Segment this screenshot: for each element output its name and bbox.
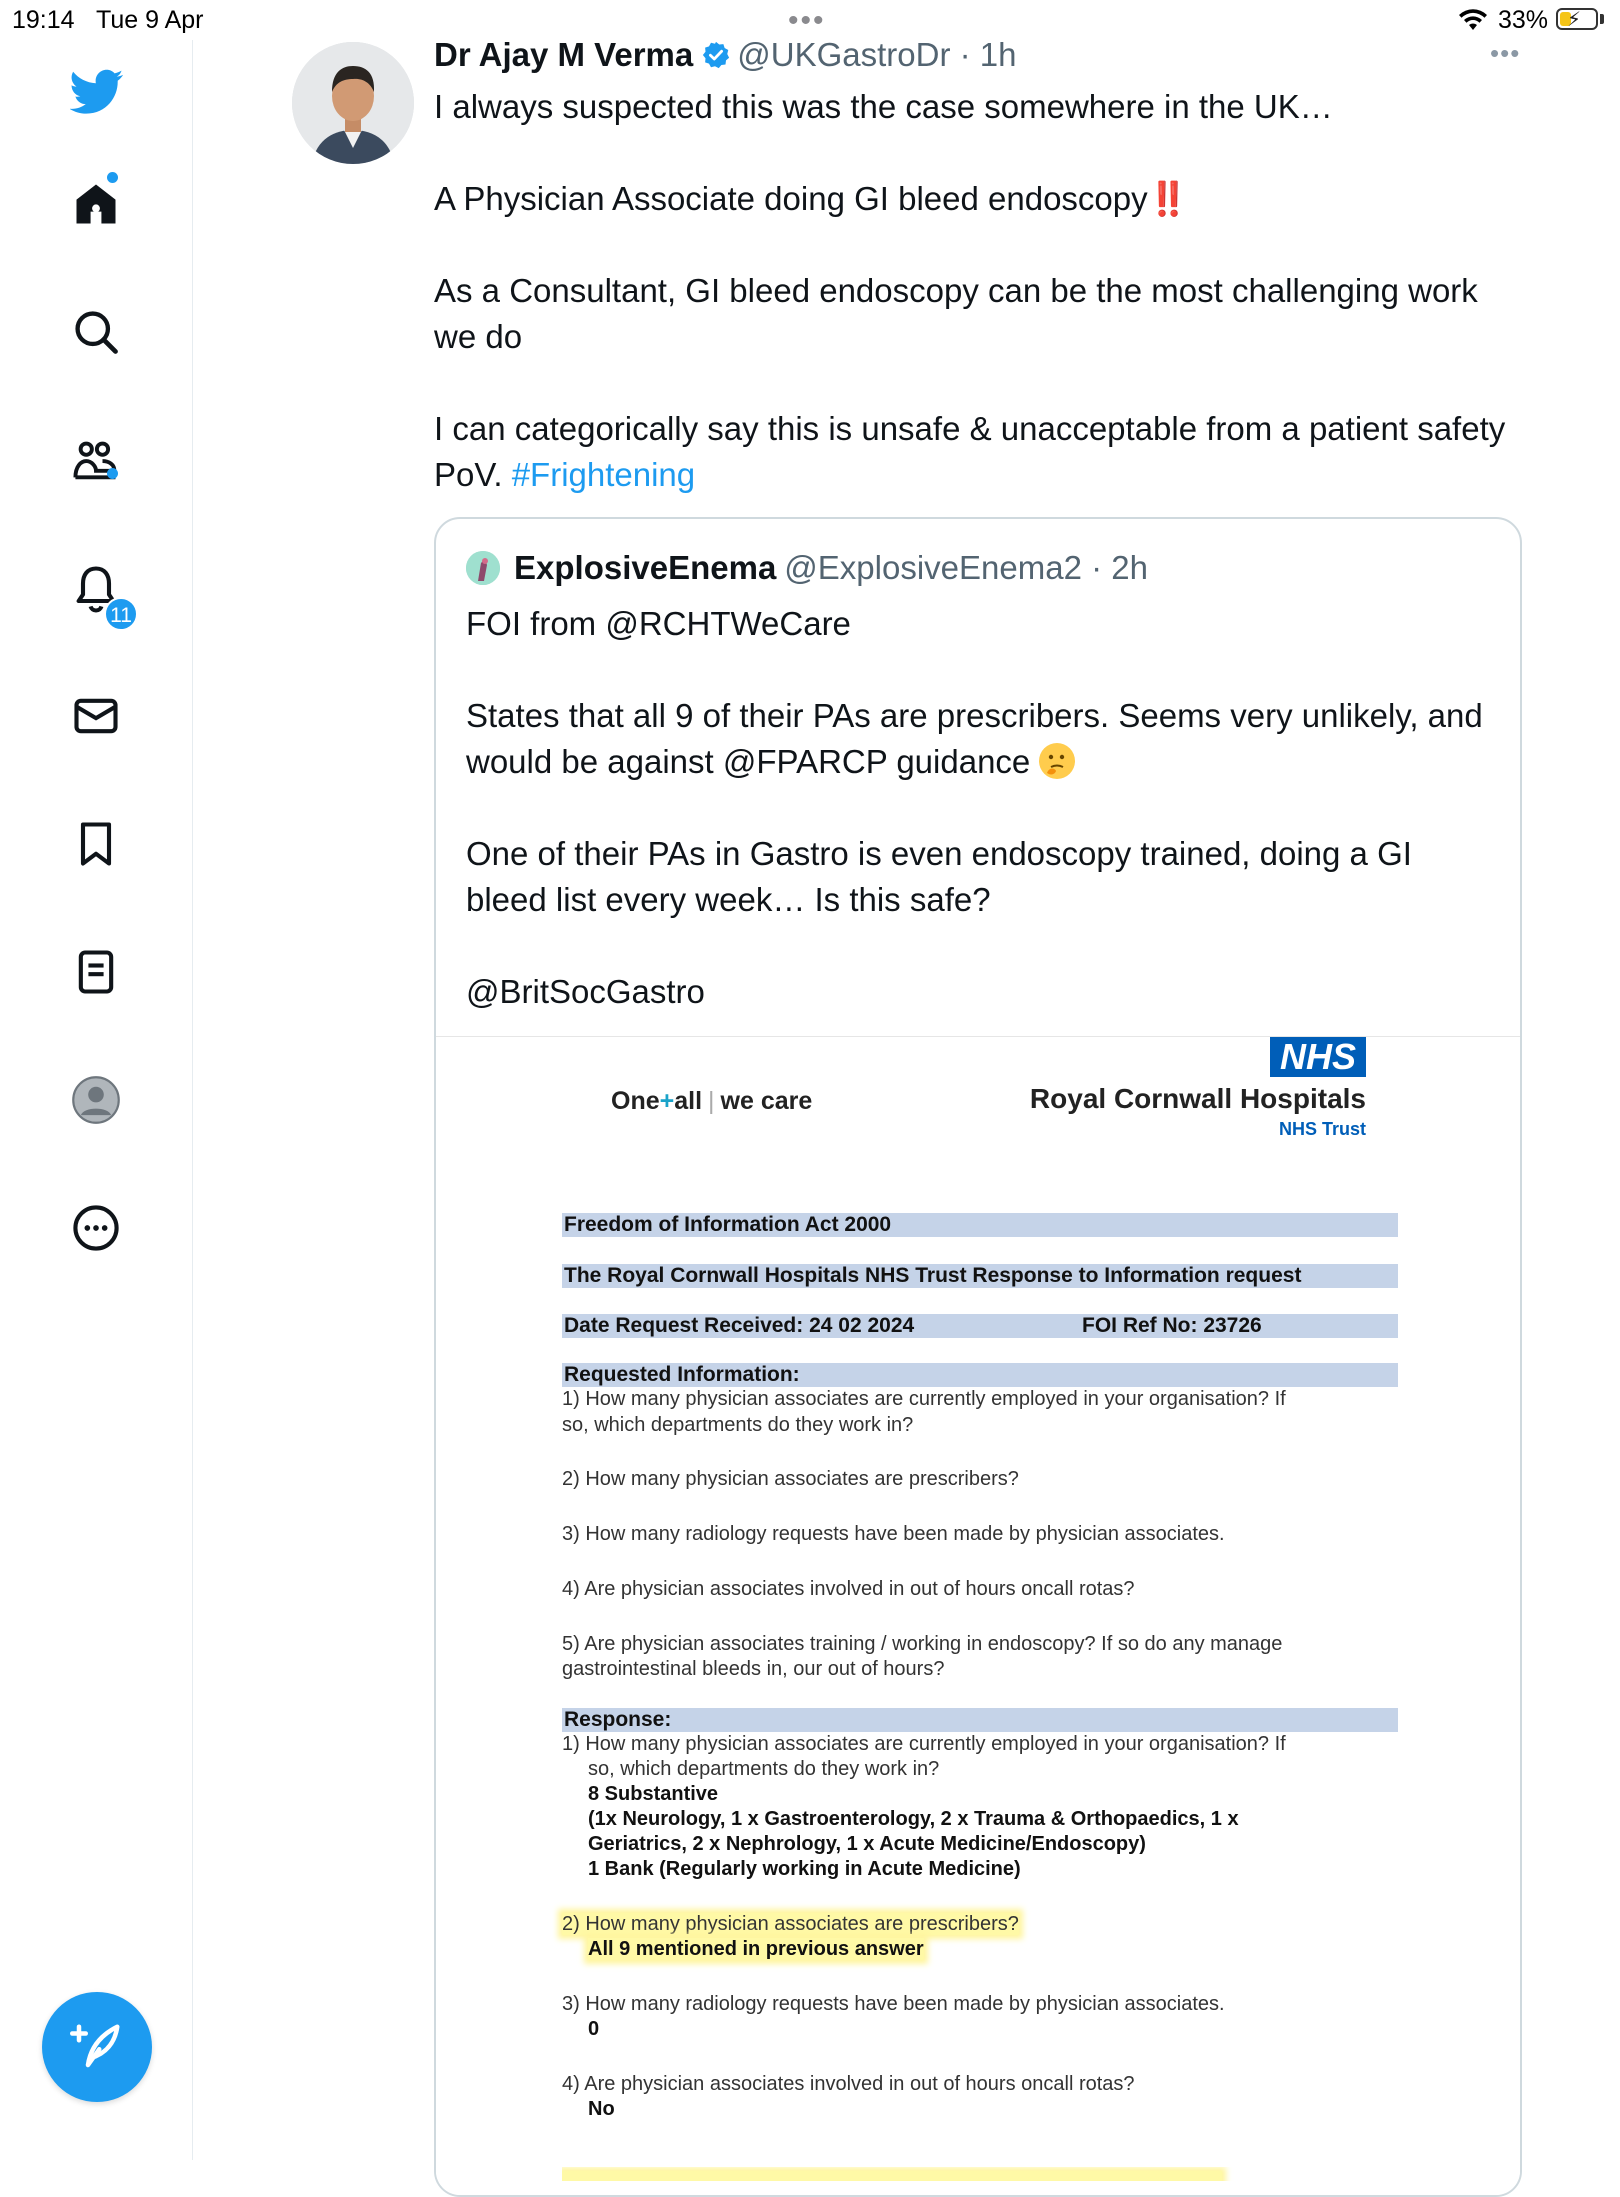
- quoted-author-handle[interactable]: @ExplosiveEnema2: [784, 549, 1082, 586]
- tweet-line: As a Consultant, GI bleed endoscopy can be the most challenging work we do: [434, 272, 1478, 355]
- requested-info-heading: Requested Information:: [562, 1363, 1398, 1387]
- doc-bar-date-ref: [562, 1314, 1398, 1338]
- communities-notification-dot: [107, 468, 118, 479]
- doc-bar-response-title: The Royal Cornwall Hospitals NHS Trust Response to Information request: [562, 1264, 1398, 1288]
- wifi-icon: [1458, 8, 1488, 32]
- trust-tagline: [611, 1087, 812, 1116]
- attached-foi-document-image[interactable]: [436, 1036, 1522, 2197]
- tweet-author-row[interactable]: [434, 36, 1016, 74]
- highlighted-cutoff-line: [562, 2171, 1222, 2181]
- doc-bar-foi-act: Freedom of Information Act 2000: [562, 1213, 1398, 1237]
- org-name: Royal Cornwall Hospitals: [1029, 1083, 1366, 1114]
- quoted-author-avatar[interactable]: [466, 551, 500, 585]
- home-notification-dot: [107, 172, 118, 183]
- quoted-timestamp[interactable]: · 2h: [1091, 549, 1148, 586]
- sidebar-item-profile[interactable]: [70, 1074, 122, 1126]
- sidebar-item-home[interactable]: [70, 178, 122, 230]
- hashtag-link[interactable]: #Frightening: [511, 456, 696, 493]
- quoted-avatar-image: [466, 551, 500, 585]
- search-icon: [70, 306, 122, 358]
- author-photo: [292, 42, 414, 164]
- highlighted-answer: All 9 mentioned in previous answer: [588, 1938, 924, 1960]
- quoted-line: @BritSocGastro: [466, 973, 705, 1010]
- doc-line: 4) Are physician associates involved in out of hours oncall rotas?: [562, 1578, 1135, 1600]
- tweet-body: [434, 84, 1524, 544]
- doc-line-cutoff: [562, 2167, 1402, 2181]
- charging-bolt-icon: ⚡: [1567, 9, 1582, 31]
- multitask-dots-icon[interactable]: •••: [788, 4, 826, 37]
- doc-answer: No: [588, 2098, 615, 2120]
- author-avatar[interactable]: [292, 42, 414, 164]
- doc-line-highlighted: [562, 1912, 1402, 1937]
- doc-line: 1) How many physician associates are currently employed in your organisation? If: [562, 1388, 1286, 1410]
- tagline-all: all: [674, 1087, 703, 1115]
- tagline-one: One: [611, 1087, 660, 1115]
- doc-line: so, which departments do they work in?: [562, 1414, 914, 1436]
- tweet-line-text: A Physician Associate doing GI bleed endoscopy: [434, 180, 1148, 217]
- nhs-logo: NHS: [1270, 1037, 1366, 1077]
- more-circle-icon: [70, 1202, 122, 1254]
- list-icon: [70, 946, 122, 998]
- response-heading: Response:: [562, 1708, 1398, 1732]
- doc-answer: Geriatrics, 2 x Nephrology, 1 x Acute Medicine/Endoscopy): [588, 1833, 1146, 1855]
- tweet-author-name[interactable]: Dr Ajay M Verma: [434, 36, 694, 73]
- tagline-care: we care: [720, 1087, 813, 1115]
- foi-ref: FOI Ref No: 23726: [1082, 1314, 1262, 1337]
- verified-badge-icon: [701, 40, 731, 70]
- tweet-line-text: I can categorically say this is unsafe & unacceptable from a patient safety PoV.: [434, 410, 1506, 493]
- doc-line: 4) Are physician associates involved in out of hours oncall rotas?: [562, 2073, 1135, 2095]
- quoted-line-text: States that all 9 of their PAs are prescribers. Seems very unlikely, and would be against @FPARCP guidance: [466, 697, 1483, 780]
- doc-line: 2) How many physician associates are prescribers?: [562, 1468, 1019, 1490]
- sidebar-item-messages[interactable]: [70, 690, 122, 742]
- tweet-line: [434, 176, 1524, 222]
- battery-tip: [1600, 14, 1604, 24]
- tagline-plus: +: [659, 1087, 675, 1115]
- doc-line: 3) How many radiology requests have been made by physician associates.: [562, 1993, 1225, 2015]
- date-received: Date Request Received: 24 02 2024: [564, 1314, 915, 1337]
- compose-tweet-button[interactable]: [42, 1992, 152, 2102]
- sidebar-nav: [0, 40, 193, 2160]
- double-exclamation-emoji: ‼️: [1147, 180, 1189, 217]
- doc-answer: 0: [588, 2018, 600, 2040]
- doc-line: so, which departments do they work in?: [588, 1758, 940, 1780]
- twitter-logo-icon[interactable]: [70, 68, 124, 116]
- doc-line: 3) How many radiology requests have been made by physician associates.: [562, 1523, 1225, 1545]
- sidebar-item-explore[interactable]: [70, 306, 122, 358]
- quoted-line: One of their PAs in Gastro is even endoscopy trained, doing a GI bleed list every week… Is this safe?: [466, 835, 1412, 918]
- doc-answer: (1x Neurology, 1 x Gastroenterology, 2 x Trauma & Orthopaedics, 1 x: [588, 1808, 1239, 1830]
- status-bar: [0, 0, 1620, 40]
- battery-percent: 33%: [1498, 6, 1549, 34]
- doc-answer-highlighted: [588, 1937, 1428, 1962]
- org-trust: NHS Trust: [1278, 1119, 1366, 1139]
- bookmark-icon: [70, 818, 122, 870]
- avatar-icon: [70, 1074, 122, 1126]
- tweet-line: [434, 406, 1524, 498]
- tweet-line: I always suspected this was the case somewhere in the UK…: [434, 88, 1333, 125]
- sidebar-item-more[interactable]: [70, 1202, 122, 1254]
- thinking-face-emoji: [1039, 743, 1075, 779]
- quoted-tweet-body: [466, 601, 1486, 1061]
- doc-line: 5) Are physician associates training / working in endoscopy? If so do any manage: [562, 1633, 1283, 1655]
- notifications-badge: 11: [104, 597, 138, 631]
- status-date: Tue 9 Apr: [96, 6, 204, 34]
- quoted-author-name[interactable]: ExplosiveEnema: [514, 549, 777, 586]
- tweet-more-options-icon[interactable]: •••: [1490, 38, 1521, 68]
- quoted-line: FOI from @RCHTWeCare: [466, 605, 851, 642]
- doc-line: 1) How many physician associates are currently employed in your organisation? If: [562, 1733, 1286, 1755]
- compose-feather-icon: [70, 2020, 124, 2074]
- quoted-author-row[interactable]: [514, 549, 1148, 587]
- status-time: 19:14: [12, 6, 75, 34]
- tweet-timestamp[interactable]: · 1h: [959, 36, 1017, 73]
- quoted-line: [466, 693, 1486, 785]
- doc-answer: 8 Substantive: [588, 1783, 719, 1805]
- tagline-separator: |: [708, 1087, 715, 1115]
- highlighted-question: 2) How many physician associates are prescribers?: [562, 1913, 1019, 1935]
- quoted-tweet-card[interactable]: [434, 517, 1522, 2197]
- tweet-author-handle[interactable]: @UKGastroDr: [737, 36, 951, 73]
- sidebar-item-bookmarks[interactable]: [70, 818, 122, 870]
- mail-icon: [70, 690, 122, 742]
- doc-answer: 1 Bank (Regularly working in Acute Medicine): [588, 1858, 1021, 1880]
- doc-line: gastrointestinal bleeds in, our out of hours?: [562, 1658, 945, 1680]
- sidebar-item-lists[interactable]: [70, 946, 122, 998]
- home-icon: [70, 178, 122, 230]
